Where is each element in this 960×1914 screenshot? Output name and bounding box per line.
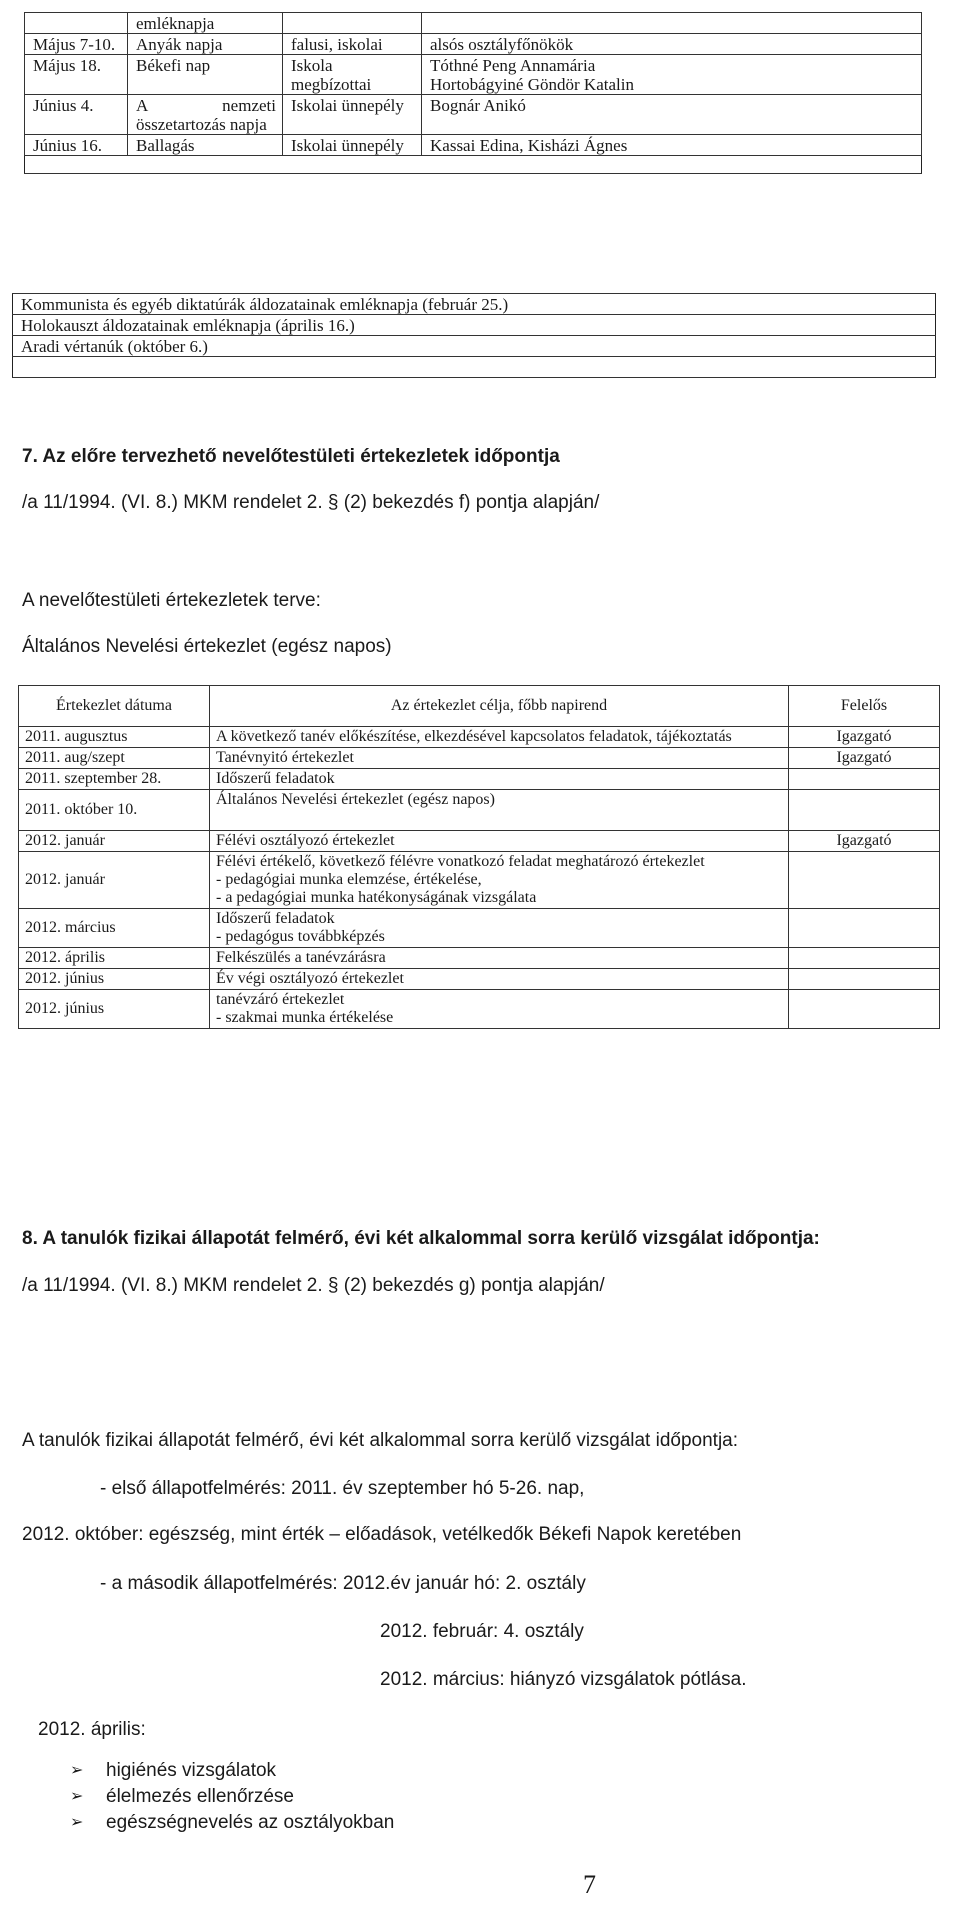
header-responsible: Felelős [789,686,940,727]
event-name-cell: Békefi nap [128,55,283,95]
october-line: 2012. október: egészség, mint érték – előadások, vetélkedők Békefi Napok keretében [22,1524,742,1545]
list-item [70,1784,394,1810]
table-row [13,357,936,378]
meeting-date-cell: 2012. január [19,831,210,852]
table-header-row [19,686,940,727]
april-label: 2012. április: [38,1719,146,1740]
arrow-bullet-icon: ➢ [70,1762,84,1779]
meeting-agenda-cell: tanévzáró értekezlet - szakmai munka értékelése [210,990,789,1029]
table-row [13,315,936,336]
general-meeting-label: Általános Nevelési értekezlet (egész napos) [22,636,392,657]
events-table [24,12,922,174]
event-name-cell: Anyák napja [128,34,283,55]
table-row [19,831,940,852]
meeting-responsible-cell [789,990,940,1029]
table-row [19,990,940,1029]
meeting-agenda-cell: Félévi értékelő, következő félévre vonatkozó feladat meghatározó értekezlet - pedagógiai munka elemzése, értékelése, - a pedagógiai munka hatékonyságának vizsgálata [210,852,789,909]
table-row [25,156,922,174]
meeting-responsible-cell [789,790,940,831]
table-row [13,336,936,357]
meeting-agenda-cell: Időszerű feladatok - pedagógus továbbképzés [210,909,789,948]
event-responsible-cell: Tóthné Peng Annamária Hortobágyiné Göndör Katalin [422,55,922,95]
meeting-plan-label: A nevelőtestületi értekezletek terve: [22,590,321,611]
meeting-agenda-cell: Általános Nevelési értekezlet (egész napos) [210,790,789,831]
table-row [19,969,940,990]
meeting-responsible-cell [789,948,940,969]
memorial-days-table [12,293,936,378]
list-item-label: higiénés vizsgálatok [106,1760,277,1781]
meeting-date-cell: 2012. január [19,852,210,909]
header-date: Értekezlet dátuma [19,686,210,727]
section-8-heading: 8. A tanulók fizikai állapotát felmérő, évi két alkalommal sorra kerülő vizsgálat időpontja: [22,1228,820,1249]
event-level-cell: Iskola megbízottai [283,55,422,95]
list-item [70,1758,394,1784]
event-responsible-cell [422,13,922,34]
section-7-legal-reference: /a 11/1994. (VI. 8.) MKM rendelet 2. § (2) bekezdés f) pontja alapján/ [22,492,600,513]
meetings-table [18,685,940,1029]
meeting-agenda-cell: Év végi osztályozó értekezlet [210,969,789,990]
table-row [19,852,940,909]
memorial-day-cell: Kommunista és egyéb diktatúrák áldozatainak emléknapja (február 25.) [13,294,936,315]
meeting-responsible-cell [789,969,940,990]
event-responsible-cell: Bognár Anikó [422,95,922,135]
table-row [25,13,922,34]
event-name-cell: Ballagás [128,135,283,156]
table-row [19,948,940,969]
section-8-legal-reference: /a 11/1994. (VI. 8.) MKM rendelet 2. § (2) bekezdés g) pontja alapján/ [22,1275,605,1296]
event-name-cell: emléknapja [128,13,283,34]
table-row [19,909,940,948]
meeting-responsible-cell [789,769,940,790]
list-item [70,1810,394,1836]
meeting-responsible-cell: Igazgató [789,831,940,852]
meeting-date-cell: 2011. aug/szept [19,748,210,769]
february-line: 2012. február: 4. osztály [380,1621,584,1642]
event-level-cell: Iskolai ünnepély [283,135,422,156]
second-survey-line: - a második állapotfelmérés: 2012.év január hó: 2. osztály [100,1573,586,1594]
meeting-date-cell: 2012. március [19,909,210,948]
meeting-agenda-cell: Felkészülés a tanévzárásra [210,948,789,969]
table-row [25,34,922,55]
event-date-cell: Május 18. [25,55,128,95]
meeting-responsible-cell: Igazgató [789,748,940,769]
section-7-heading: 7. Az előre tervezhető nevelőtestületi értekezletek időpontja [22,446,560,467]
meeting-agenda-cell: Tanévnyitó értekezlet [210,748,789,769]
event-level-cell: Iskolai ünnepély [283,95,422,135]
event-level-cell: falusi, iskolai [283,34,422,55]
physical-survey-intro: A tanulók fizikai állapotát felmérő, évi két alkalommal sorra kerülő vizsgálat időpontja: [22,1430,739,1451]
table-row [25,135,922,156]
april-checks-list [70,1758,394,1836]
table-row [19,769,940,790]
meeting-agenda-cell: Félévi osztályozó értekezlet [210,831,789,852]
empty-cell [25,156,922,174]
list-item-label: élelmezés ellenőrzése [106,1786,294,1807]
meeting-date-cell: 2012. április [19,948,210,969]
event-date-cell: Június 16. [25,135,128,156]
event-level-cell [283,13,422,34]
table-row [13,294,936,315]
table-row [19,790,940,831]
meeting-agenda-cell: Időszerű feladatok [210,769,789,790]
meeting-date-cell: 2011. október 10. [19,790,210,831]
arrow-bullet-icon: ➢ [70,1788,84,1805]
event-date-cell: Május 7-10. [25,34,128,55]
table-row [25,95,922,135]
meeting-date-cell: 2011. szeptember 28. [19,769,210,790]
meeting-responsible-cell: Igazgató [789,727,940,748]
event-date-cell [25,13,128,34]
page-number: 7 [583,1870,596,1899]
table-row [19,727,940,748]
arrow-bullet-icon: ➢ [70,1814,84,1831]
memorial-day-cell: Holokauszt áldozatainak emléknapja (április 16.) [13,315,936,336]
march-line: 2012. március: hiányzó vizsgálatok pótlása. [380,1669,747,1690]
meeting-date-cell: 2011. augusztus [19,727,210,748]
meeting-responsible-cell [789,909,940,948]
event-responsible-cell: alsós osztályfőnökök [422,34,922,55]
table-row [19,748,940,769]
meeting-responsible-cell [789,852,940,909]
first-survey-line: - első állapotfelmérés: 2011. év szeptember hó 5-26. nap, [100,1478,585,1499]
meeting-agenda-cell: A következő tanév előkészítése, elkezdésével kapcsolatos feladatok, tájékoztatás [210,727,789,748]
list-item-label: egészségnevelés az osztályokban [106,1812,395,1833]
meeting-date-cell: 2012. június [19,969,210,990]
empty-cell [13,357,936,378]
meeting-date-cell: 2012. június [19,990,210,1029]
event-name-cell: A nemzeti összetartozás napja [128,95,283,135]
table-row [25,55,922,95]
memorial-day-cell: Aradi vértanúk (október 6.) [13,336,936,357]
header-agenda: Az értekezlet célja, főbb napirend [210,686,789,727]
event-responsible-cell: Kassai Edina, Kisházi Ágnes [422,135,922,156]
event-date-cell: Június 4. [25,95,128,135]
